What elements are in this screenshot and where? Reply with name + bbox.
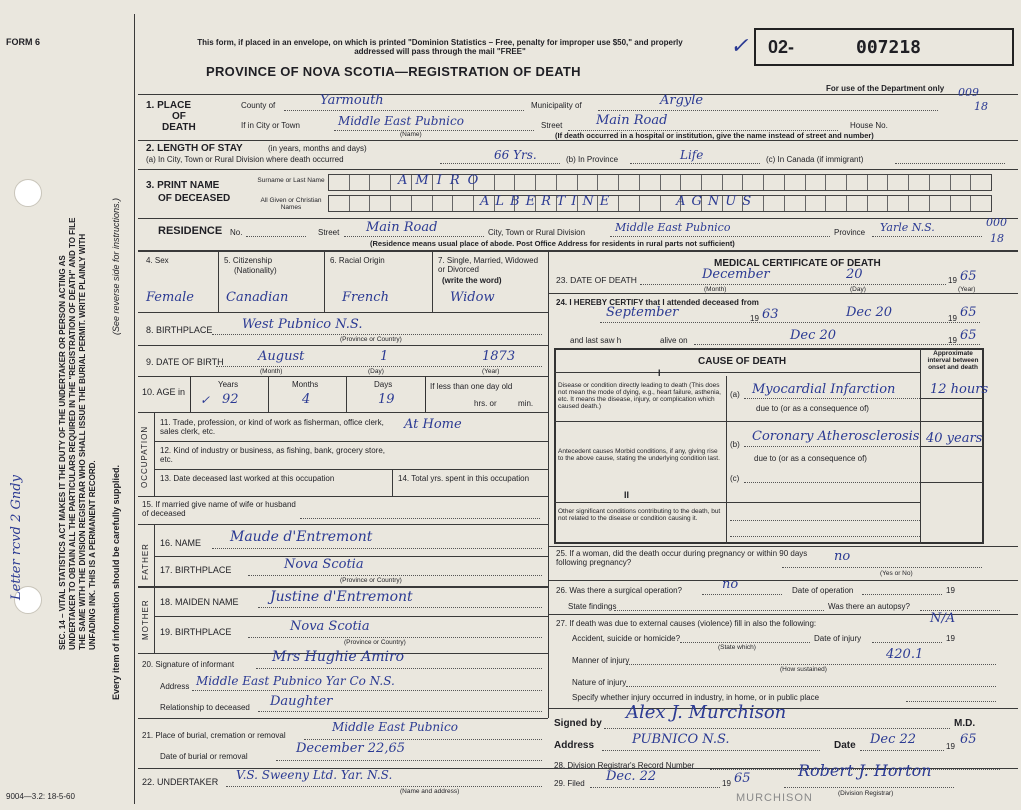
occupation-side-label: OCCUPATION xyxy=(140,425,149,488)
age-months-label: Months xyxy=(292,380,319,389)
age-hrs-label: hrs. or xyxy=(474,399,497,408)
registrar-signature: Robert J. Horton xyxy=(798,761,932,780)
city-label: If in City or Town xyxy=(241,121,300,130)
footer-code: 9004—3.2: 18-5-60 xyxy=(6,792,75,801)
residence-no-label: No. xyxy=(230,228,243,237)
last-saw-mid: alive on xyxy=(660,336,688,345)
mother-side-label: MOTHER xyxy=(141,599,150,640)
nature-label: Nature of injury xyxy=(572,678,627,687)
dob-day-note: (Day) xyxy=(368,368,384,375)
accident-label: Accident, suicide or homicide? xyxy=(572,634,681,643)
injury-date-label: Date of injury xyxy=(814,634,862,643)
autopsy-label: Was there an autopsy? xyxy=(828,602,910,611)
registration-number-box xyxy=(754,28,1014,66)
birthplace-note: (Province or Country) xyxy=(340,336,402,343)
attended-to: Dec 20 xyxy=(846,305,893,320)
dob-label: 9. DATE OF BIRTH xyxy=(146,357,224,367)
death-year-prefix: 19 xyxy=(948,276,957,285)
origin-value: French xyxy=(342,290,389,305)
city-name-note: (Name) xyxy=(400,131,422,138)
residence-street-label: Street xyxy=(318,228,340,237)
attended-from: September xyxy=(606,305,679,320)
spouse-label: 15. If married give name of wife or husband of deceased xyxy=(142,500,296,518)
name-stamp: MURCHISON xyxy=(736,792,813,804)
cause-b: Coronary Atherosclerosis xyxy=(752,429,920,444)
physician-address: PUBNICO N.S. xyxy=(632,732,730,747)
age-label: 10. AGE in xyxy=(142,387,186,397)
physician-signature: Alex J. Murchison xyxy=(626,702,787,723)
informant-signature: Mrs Hughie Amiro xyxy=(272,649,405,665)
father-birthplace-note: (Province or Country) xyxy=(340,577,402,584)
mother-maiden-label: 18. MAIDEN NAME xyxy=(160,597,239,607)
external-causes-answer: N/A xyxy=(930,611,956,626)
street-value: Main Road xyxy=(596,113,668,128)
registration-prefix: 02- xyxy=(768,37,795,57)
dept-code-b: 18 xyxy=(974,100,988,113)
dept-code: 009 xyxy=(958,86,979,99)
residence-city-label: City, Town or Rural Division xyxy=(488,228,586,237)
citizen-value: Canadian xyxy=(226,290,289,305)
filed-year: 65 xyxy=(734,771,751,786)
surname-label: Surname or Last Name xyxy=(257,177,325,184)
stay-b-value: Life xyxy=(680,148,704,162)
age-days: 19 xyxy=(378,392,395,407)
last-saw-label: and last saw h xyxy=(570,336,622,345)
form-title: PROVINCE OF NOVA SCOTIA—REGISTRATION OF DEATH xyxy=(206,64,581,79)
place-label: 1. PLACE xyxy=(146,100,192,111)
occupation-q12: 12. Kind of industry or business, as fishing, bank, grocery store, etc. xyxy=(160,446,386,464)
marital-label: 7. Single, Married, Widowed or Divorced xyxy=(438,256,539,274)
place-note: (If death occurred in a hospital or institution, give the name instead of street and number) xyxy=(555,131,874,140)
residence-street: Main Road xyxy=(366,220,438,235)
death-day-note: (Day) xyxy=(850,286,866,293)
age-months: 4 xyxy=(302,392,311,407)
age-tick: ✓ xyxy=(200,393,211,407)
how-sustained-note: (How sustained) xyxy=(780,666,827,673)
physician-address-label: Address xyxy=(554,740,595,751)
signed-by-label: Signed by xyxy=(554,718,602,729)
place-label-of: OF xyxy=(172,111,186,122)
undertaker-label: 22. UNDERTAKER xyxy=(142,777,219,787)
dob-year-note: (Year) xyxy=(482,368,500,375)
last-saw: Dec 20 xyxy=(790,328,837,343)
check-mark: ✓ xyxy=(730,34,749,59)
residence-province-label: Province xyxy=(834,228,866,237)
attended-from-year: 63 xyxy=(762,307,779,322)
stay-a-value: 66 Yrs. xyxy=(494,148,537,162)
stay-label: 2. LENGTH OF STAY xyxy=(146,143,243,154)
death-month: December xyxy=(702,267,770,282)
residence-label: RESIDENCE xyxy=(158,225,223,237)
surgery-question: 26. Was there a surgical operation? xyxy=(556,586,682,595)
dept-use-label: For use of the Department only xyxy=(826,84,945,93)
municipality-value: Argyle xyxy=(660,93,704,108)
findings-label: State findings xyxy=(568,602,617,611)
citizen-label: 5. Citizenship xyxy=(224,256,273,265)
disease-text: Disease or condition directly leading to death (This does not mean the mode of dying, e.g., heart failure, asthenia, etc. It means the disease, injury, or complication which caused death.) xyxy=(558,382,721,410)
filed-label: 29. Filed xyxy=(554,779,585,788)
age-years: 92 xyxy=(222,392,239,407)
marital-note: (write the word) xyxy=(442,276,502,285)
father-name: Maude d'Entremont xyxy=(230,529,373,545)
reverse-note: (See reverse side for instructions.) xyxy=(111,197,121,335)
informant-sig-label: 20. Signature of informant xyxy=(142,660,235,669)
death-year-note: (Year) xyxy=(958,286,976,293)
attended-label: 24. I HEREBY CERTIFY that I attended deceased from xyxy=(556,298,759,307)
birthplace-value: West Pubnico N.S. xyxy=(242,317,363,332)
residence-city: Middle East Pubnico xyxy=(615,221,731,234)
residence-code: 000 xyxy=(986,216,1007,229)
cause-title: CAUSE OF DEATH xyxy=(698,356,787,367)
last-saw-prefix: 19 xyxy=(948,336,957,345)
father-name-label: 16. NAME xyxy=(160,538,202,548)
name-label-1: 3. PRINT NAME xyxy=(146,180,220,191)
street-label: Street xyxy=(541,121,563,130)
cause-a-label: (a) xyxy=(730,390,740,399)
birthplace-label: 8. BIRTHPLACE xyxy=(146,325,213,335)
margin-scribble: Letter rcvd 2 Gndy xyxy=(9,475,24,600)
registrar-note: (Division Registrar) xyxy=(838,790,894,797)
attended-to-prefix: 19 xyxy=(948,314,957,323)
interval-header: Approximate interval between onset and death xyxy=(927,350,979,371)
manner-label: Manner of injury xyxy=(572,656,630,665)
surname-value: AMIRO xyxy=(398,173,487,188)
due-to-b: due to (or as a consequence of) xyxy=(754,454,867,463)
stay-b-label: (b) In Province xyxy=(566,155,619,164)
due-to-a: due to (or as a consequence of) xyxy=(756,404,869,413)
section-i: I xyxy=(658,368,661,378)
mother-birthplace-note: (Province or Country) xyxy=(344,639,406,646)
residence-code-b: 18 xyxy=(990,232,1004,245)
mother-birthplace-label: 19. BIRTHPLACE xyxy=(160,627,232,637)
place-label-death: DEATH xyxy=(162,122,196,133)
informant-address-label: Address xyxy=(160,682,190,691)
every-item-note: Every item of information should be carefully supplied. xyxy=(111,464,121,700)
undertaker-note: (Name and address) xyxy=(400,788,460,795)
occupation-q13: 13. Date deceased last worked at this occupation xyxy=(160,474,335,483)
signed-year: 65 xyxy=(960,732,977,747)
punch-hole-top xyxy=(14,179,42,207)
relationship-label: Relationship to deceased xyxy=(160,703,250,712)
burial-date: December 22,65 xyxy=(296,741,405,756)
residence-province: Yarle N.S. xyxy=(880,221,935,234)
death-year: 65 xyxy=(960,269,977,284)
occupation-q11: 11. Trade, profession, or kind of work as fisherman, office clerk, sales clerk, etc. xyxy=(160,418,384,436)
dob-day: 1 xyxy=(380,349,389,364)
death-day: 20 xyxy=(846,267,863,282)
interval-b: 40 years xyxy=(926,431,983,446)
cause-a: Myocardial Infarction xyxy=(752,382,896,397)
county-value: Yarmouth xyxy=(320,93,384,108)
burial-date-label: Date of burial or removal xyxy=(160,752,248,761)
surgery-answer: no xyxy=(722,577,739,592)
last-saw-year: 65 xyxy=(960,328,977,343)
margin-instructions: SEC. 14 – VITAL STATISTICS ACT MAKES IT THE DUTY OF THE UNDERTAKER OR PERSON ACTING AS UNDERTAKER TO OBTAIN ALL THE PARTICULARS REQUIRED IN THE "REGISTRATION OF DEATH" AND TO FILE THE SAME WITH THE DIVISION REGISTRAR WHO SHALL ISSUE THE BURIAL PERMIT. WRITE PLAINLY WITH UNFADING INK. THIS IS A PERMANENT RECORD. xyxy=(58,217,97,650)
dob-month: August xyxy=(258,349,305,364)
filed-date: Dec. 22 xyxy=(606,769,657,784)
operation-date-label: Date of operation xyxy=(792,586,854,595)
stay-note: (in years, months and days) xyxy=(268,144,367,153)
county-label: County of xyxy=(241,101,276,110)
death-month-note: (Month) xyxy=(704,286,727,293)
house-label: House No. xyxy=(850,121,888,130)
city-value: Middle East Pubnico xyxy=(338,114,464,128)
given-names-value: ALBERTINE AGNUS xyxy=(480,194,758,209)
stay-a-label: (a) In City, Town or Rural Division where death occurred xyxy=(146,155,344,164)
age-min-label: min. xyxy=(518,399,534,408)
signed-year-prefix: 19 xyxy=(946,742,955,751)
age-less-label: If less than one day old xyxy=(430,382,513,391)
origin-label: 6. Racial Origin xyxy=(330,256,385,265)
father-birthplace: Nova Scotia xyxy=(284,557,364,572)
external-causes-question: 27. If death was due to external causes (violence) fill in also the following: xyxy=(556,619,817,628)
section-ii: II xyxy=(624,490,630,500)
burial-place: Middle East Pubnico xyxy=(332,720,458,734)
dob-month-note: (Month) xyxy=(260,368,283,375)
father-side-label: FATHER xyxy=(141,543,150,580)
mother-birthplace: Nova Scotia xyxy=(290,619,370,634)
occupation-a11: At Home xyxy=(404,417,462,432)
occupation-q14: 14. Total yrs. spent in this occupation xyxy=(398,474,530,483)
father-birthplace-label: 17. BIRTHPLACE xyxy=(160,565,232,575)
record-number-label: 28. Division Registrar's Record Number xyxy=(554,761,695,770)
medical-title: MEDICAL CERTIFICATE OF DEATH xyxy=(714,258,881,269)
operation-year-prefix: 19 xyxy=(946,586,955,595)
dob-year: 1873 xyxy=(482,349,516,364)
attended-from-prefix: 19 xyxy=(750,314,759,323)
signed-date: Dec 22 xyxy=(870,732,917,747)
residence-note: (Residence means usual place of abode. Post Office Address for residents in rural parts not sufficient) xyxy=(370,239,735,248)
cause-code: 420.1 xyxy=(886,647,924,662)
citizen-note: (Nationality) xyxy=(234,266,277,275)
injury-year-prefix: 19 xyxy=(946,634,955,643)
relationship-value: Daughter xyxy=(270,694,333,709)
cause-b-label: (b) xyxy=(730,440,740,449)
name-label-2: OF DECEASED xyxy=(158,193,231,204)
signed-date-label: Date xyxy=(834,740,856,751)
pregnancy-question: 25. If a woman, did the death occur during pregnancy or within 90 days following pregnancy? xyxy=(556,549,808,567)
age-years-label: Years xyxy=(218,380,239,389)
mail-notice: This form, if placed in an envelope, on which is printed "Dominion Statistics – Free, penalty for improper use $50," and properly addressed will pass through the mail "FREE" xyxy=(197,38,683,56)
stay-c-label: (c) In Canada (if immigrant) xyxy=(766,155,864,164)
age-days-label: Days xyxy=(374,380,393,389)
municipality-label: Municipality of xyxy=(531,101,582,110)
burial-place-label: 21. Place of burial, cremation or removal xyxy=(142,731,286,740)
form-number: FORM 6 xyxy=(6,37,41,47)
registration-number: 007218 xyxy=(856,37,922,58)
pregnancy-answer: no xyxy=(834,549,851,564)
yes-no-note: (Yes or No) xyxy=(880,570,913,577)
specify-label: Specify whether injury occurred in industry, in home, or in public place xyxy=(572,693,820,702)
informant-address: Middle East Pubnico Yar Co N.S. xyxy=(196,674,395,688)
given-names-label: All Given or Christian Names xyxy=(260,197,322,211)
death-date-label: 23. DATE OF DEATH xyxy=(556,275,637,285)
md-label: M.D. xyxy=(954,718,976,729)
undertaker-value: V.S. Sweeny Ltd. Yar. N.S. xyxy=(236,768,393,782)
sex-label: 4. Sex xyxy=(146,256,169,265)
state-which-note: (State which) xyxy=(718,644,756,651)
sex-value: Female xyxy=(146,290,194,305)
antecedent-text: Antecedent causes Morbid conditions, if any, giving rise to the above cause, stating the underlying condition last. xyxy=(558,448,720,462)
attended-to-year: 65 xyxy=(960,305,977,320)
other-conditions-text: Other significant conditions contributing to the death, but not related to the disease or condition causing it. xyxy=(558,508,721,522)
mother-maiden: Justine d'Entremont xyxy=(270,589,413,605)
interval-a: 12 hours xyxy=(930,382,989,397)
marital-value: Widow xyxy=(450,290,495,305)
filed-year-prefix: 19 xyxy=(722,779,731,788)
cause-c-label: (c) xyxy=(730,474,740,483)
